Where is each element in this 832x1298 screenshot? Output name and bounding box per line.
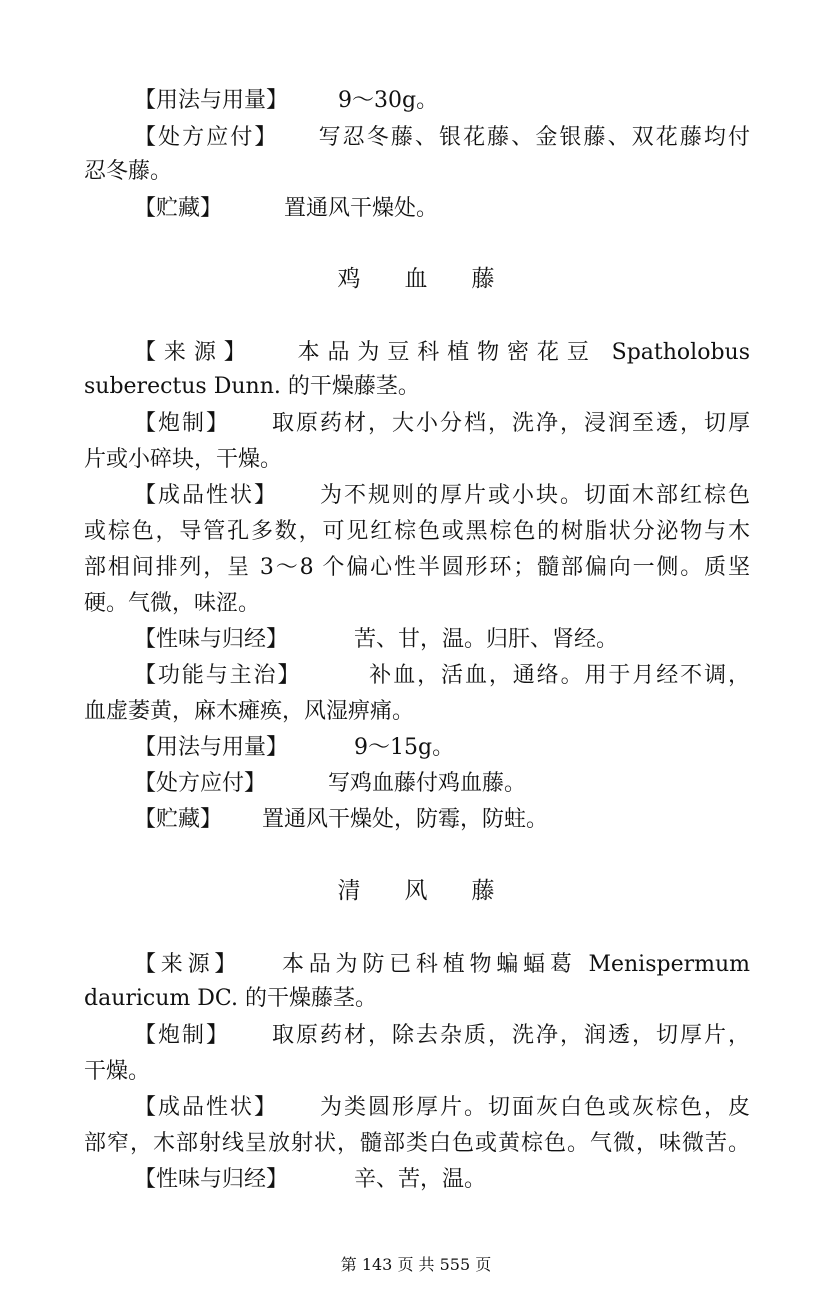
source-text: 本品为防已科植物蝙蝠葛 Menispermum	[277, 952, 750, 977]
title-char: 鸡	[337, 266, 361, 292]
storage-value: 置通风干燥处，防霉，防蛀。	[262, 807, 549, 832]
processing-line-cont: 片或小碎块，干燥。	[84, 447, 283, 472]
function-label: 【功能与主治】	[134, 663, 302, 688]
source-label: 【来源】	[134, 952, 242, 977]
processing-label: 【炮制】	[134, 1023, 230, 1048]
processing-label: 【炮制】	[134, 411, 230, 436]
storage-label: 【贮藏】	[134, 196, 223, 221]
traits-label: 【成品性状】	[134, 1095, 278, 1120]
title-char: 风	[404, 878, 428, 904]
page-footer: 第 143 页 共 555 页	[340, 1255, 492, 1274]
usage-label: 【用法与用量】	[134, 735, 289, 760]
prescription-label: 【处方应付】	[134, 125, 279, 150]
source-line-cont: suberectus Dunn. 的干燥藤茎。	[84, 374, 420, 399]
nature-value: 辛、苦，温。	[354, 1167, 487, 1192]
processing-line	[134, 409, 750, 439]
processing-line	[134, 1021, 750, 1051]
usage-line	[134, 86, 750, 116]
title-char: 清	[337, 878, 361, 904]
prescription-line	[134, 769, 750, 799]
nature-label: 【性味与归经】	[134, 627, 289, 652]
traits-text: 为不规则的厚片或小块。切面木部红棕色	[318, 483, 750, 508]
traits-line-3: 部相间排列，呈 3～8 个偏心性半圆形环；髓部偏向一侧。质坚	[84, 555, 750, 580]
source-line-cont: dauricum DC. 的干燥藤茎。	[84, 986, 377, 1011]
traits-line-4: 硬。气微，味涩。	[84, 591, 261, 616]
prescription-value: 写鸡血藤付鸡血藤。	[328, 771, 527, 796]
source-text: 本品为豆科植物密花豆 Spatholobus	[289, 340, 750, 365]
traits-line-2: 部窄，木部射线呈放射状，髓部类白色或黄棕色。气微，味微苦。	[84, 1131, 750, 1156]
storage-line	[134, 194, 750, 224]
usage-value: 9～30g。	[338, 88, 439, 113]
traits-line-2: 或棕色，导管孔多数，可见红棕色或黑棕色的树脂状分泌物与木	[84, 519, 750, 544]
traits-line	[134, 1093, 750, 1123]
source-line	[134, 338, 750, 368]
traits-line	[134, 481, 750, 511]
storage-line	[134, 805, 750, 835]
processing-text: 取原药材，除去杂质，洗净，润透，切厚片，	[270, 1023, 750, 1048]
usage-value: 9～15g。	[354, 735, 455, 760]
processing-text: 取原药材，大小分档，洗净，浸润至透，切厚	[270, 411, 750, 436]
usage-line	[134, 733, 750, 763]
nature-line	[134, 625, 750, 655]
function-line-cont: 血虚萎黄，麻木瘫痪，风湿痹痛。	[84, 699, 415, 724]
nature-value: 苦、甘，温。归肝、肾经。	[354, 627, 619, 652]
traits-text: 为类圆形厚片。切面灰白色或灰棕色，皮	[318, 1095, 750, 1120]
prescription-text: 写忍冬藤、银花藤、金银藤、双花藤均付	[316, 125, 750, 150]
title-char: 藤	[471, 266, 495, 292]
traits-label: 【成品性状】	[134, 483, 278, 508]
entry-title-jixueteng	[0, 264, 832, 294]
storage-value: 置通风干燥处。	[284, 196, 439, 221]
source-line	[134, 950, 750, 980]
title-char: 藤	[471, 878, 495, 904]
function-text: 补血，活血，通络。用于月经不调，	[367, 663, 750, 688]
source-label: 【来源】	[134, 340, 254, 365]
usage-label: 【用法与用量】	[134, 88, 289, 113]
nature-label: 【性味与归经】	[134, 1167, 289, 1192]
processing-line-cont: 干燥。	[84, 1059, 151, 1084]
entry-title-qingfengteng	[0, 876, 832, 906]
prescription-line-cont: 忍冬藤。	[84, 159, 173, 184]
function-line	[134, 661, 750, 691]
storage-label: 【贮藏】	[134, 807, 223, 832]
prescription-label: 【处方应付】	[134, 771, 267, 796]
prescription-line	[134, 123, 750, 153]
title-char: 血	[404, 266, 428, 292]
nature-line	[134, 1165, 750, 1195]
